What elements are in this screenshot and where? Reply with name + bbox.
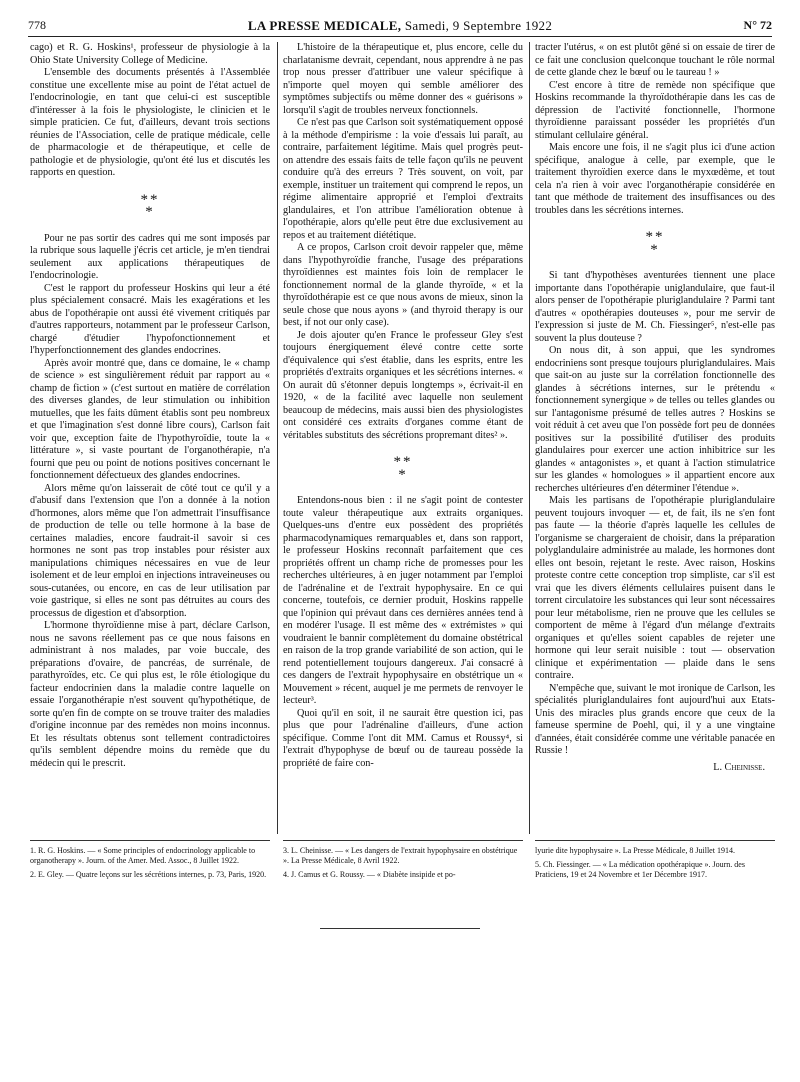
issue-number: N° 72 (743, 18, 772, 32)
footnote: 4. J. Camus et G. Roussy. — « Diabète insipide et po- (283, 870, 456, 879)
text-column-2 (283, 42, 523, 770)
paragraph: L'histoire de la thérapeutique et, plus encore, celle du charlatanisme devrait, cependant, nous apprendre à ne pas trop nous presser d'attribuer une valeur spécifique à n'importe quel moyen qui semble améliorer des symptômes subjectifs ou même donner des « guérisons » lorsqu'il s'agit de troubles nerveux fonctionnels. (283, 42, 523, 116)
footnotes-column-1 (30, 846, 270, 884)
paragraph: A ce propos, Carlson croit devoir rappeler que, même dans l'hypothyroïdie franche, l'usage des préparations thyroïdiennes est maintes fois loin de remplacer le fonctionnement normal de la glande thyroïde, « et la thyroïdothérapie est ce que nous avons de mieux, sinon la seule chose que nous ayons » (and thyroid therapy is our best, if not our only case). (283, 242, 523, 328)
paragraph: Ce n'est pas que Carlson soit systématiquement opposé à la méthode d'empirisme : la voie d'essais lui paraît, au contraire, parfaitement légitime. Mais quel progrès peut-on attendre des essais faits de telle façon qu'ils ne peuvent conduire qu'à des erreurs ? Très souvent, on voit, par exemple, instituer un traitement qui comprend le repos, un régime alimentaire approprié et l'emploi d'extraits glandulaires, et l'on attribue l'amélioration obtenue à l'opothérapie, alors qu'elle peut être due exclusivement au repos et au traitement diététique. (283, 117, 523, 241)
issue-date: Samedi, 9 Septembre 1922 (404, 18, 553, 33)
journal-name: LA PRESSE MEDICALE, (247, 18, 402, 33)
journal-title (28, 18, 772, 34)
paragraph: C'est encore à titre de remède non spécifique que Hoskins recommande la thyroïdothérapie dans les cas de dépression de l'activité fonctionnelle, l'hormone thyroïdienne paraissant posséder les propriétés d'un stimulant cellulaire général. (535, 79, 775, 141)
paragraph: tracter l'utérus, « on est plutôt gêné si on essaie de tirer de ce fait une conclusion quelconque touchant le rôle normal de cette glande chez le bœuf ou le taureau ! » (535, 42, 775, 78)
paragraph: L'hormone thyroïdienne mise à part, déclare Carlson, nous ne savons réellement pas ce que nous faisons en administrant à nos malades, par voie buccale, des préparations d'ovaire, de pancréas, de surrénale, de parathyroïdes, etc. Ce qui plus est, le rôle étiologique du facteur endocrinien dans la maladie contre laquelle on essaie l'organothérapie n'est souvent qu'hypothétique, de sorte qu'en fin de compte on se trouve traiter des maladies d'origine inconnue par des remèdes non moins inconnus. Et les résultats obtenus sont tellement contradictoires qu'ils semblent dépendre moins du remède que du médecin qui le prescrit. (30, 620, 270, 769)
paragraph: C'est le rapport du professeur Hoskins qui leur a été plus spécialement consacré. Mais les exagérations et les abus de l'opothérapie ont aussi été vivement critiqués par d'autres rapporteurs, notamment par le professeur Carlson, chargé d'étudier l'hypofonctionnement et l'hyperfonctionnement des glandes endocrines. (30, 282, 270, 356)
footnote: 3. L. Cheinisse. — « Les dangers de l'extrait hypophysaire en obstétrique ». La Presse Médicale, 8 Avril 1922. (283, 846, 518, 865)
footnote-rule (30, 840, 270, 841)
text-column-1 (30, 42, 270, 770)
section-separator: ** * (140, 191, 160, 220)
paragraph: Mais encore une fois, il ne s'agit plus ici d'une action spécifique, analogue à celle, par exemple, que le traitement thyroïdien exerce dans le myxœdème, et tout cela n'a rien à voir avec l'organothérapie considérée en tant que méthode de traitement des insuffisances ou des troubles dans les sécrétions internes. (535, 142, 775, 216)
footnote: 1. R. G. Hoskins. — « Some principles of endocrinology applicable to organotherapy ». Journ. of the Amer. Med. Assoc., 8 Juillet 1922. (30, 846, 256, 865)
footnote-rule (535, 840, 775, 841)
footnotes-column-3 (535, 846, 775, 884)
section-separator: ** * (645, 229, 665, 258)
page-number: 778 (28, 18, 46, 32)
column-divider (277, 42, 278, 834)
author-signature: L. Cheinisse. (713, 761, 765, 773)
paragraph: N'empêche que, suivant le mot ironique de Carlson, les spécialités pluriglandulaires font aujourd'hui aux Etats-Unis des miracles plus grands encore que ceux de la fameuse spermine de Poehl, qui, il y a une vingtaine d'années, était considérée comme une véritable panacée en Russie ! (535, 682, 775, 756)
paragraph: Entendons-nous bien : il ne s'agit point de contester toute valeur thérapeutique aux extraits organiques. Quelques-uns d'entre eux possèdent des propriétés pharmacodynamiques remarquables et, dans son rapport, le professeur Hoskins reconnaît parfaitement que ces propriétés offrent un champ riche de promesses pour les recherches ultérieures, à en juger notamment par l'emploi de l'adrénaline et de l'extrait hypophysaire. En ce qui concerne, toutefois, ce dernier produit, Hoskins rappelle que l'opinion qui prévaut dans ces dernières années tend à en modérer l'usage. Il est même des « extrémistes » qui voudraient le bannir complètement du domaine obstétrical en raison de la trop grande variabilité de son action, qui le rend potentiellement toujours dangereux. J'ai consacré à ces dangers de l'extrait hypophysaire en obstétrique un « Mouvement » récent, auquel je me permets de renvoyer le lecteur³. (283, 495, 523, 706)
page-header (28, 18, 772, 37)
footnote: lyurie dite hypophysaire ». La Presse Médicale, 8 Juillet 1914. (535, 846, 735, 855)
paragraph: Quoi qu'il en soit, il ne saurait être question ici, pas plus que pour l'adrénaline d'ailleurs, d'une action spécifique. Comme l'ont dit MM. Camus et Roussy⁴, si l'extrait d'hypophyse de bœuf ou de taureau possède la propriété de faire con- (283, 707, 523, 769)
footnotes-column-2 (283, 846, 523, 884)
footnote: 5. Ch. Fiessinger. — « La médication opothérapique ». Journ. des Praticiens, 19 et 24 Novembre et 1er Décembre 1917. (535, 860, 745, 879)
paragraph: Alors même qu'on laisserait de côté tout ce qu'il y a d'abusif dans l'extension que l'on a donnée à la notion d'hormones, alors même que l'on admettrait l'insuffisance de production de telle ou telle hormone à la base de certaines maladies, encore faudrait-il savoir si ces hormones ne sont pas trop instables pour résister aux manipulations chimiques nécessaires en vue de leur isolement et de leur emploi en injections intraveineuses ou sous-cutanées, ou encore, en cas de leur utilisation par voie gastrique, si elles ne sont pas détruites au cours des processus de digestion et d'absorption. (30, 482, 270, 619)
paragraph: Je dois ajouter qu'en France le professeur Gley s'est toujours énergiquement élevé contre cette sorte d'équivalence qui s'est établie, dans les esprits, entre les propriétés d'extraits organiques et les sécrétions internes. « On aurait dû s'étonner depuis longtemps », écrivait-il en 1920, « de la facilité avec laquelle non seulement beaucoup de médecins, mais aussi bien des physiologistes ont considéré ces extraits d'organes comme étant de véritables substituts des sécrétions propremant dites² ». (283, 329, 523, 441)
text-column-3 (535, 42, 775, 774)
section-separator: ** * (393, 454, 413, 483)
paragraph: L'ensemble des documents présentés à l'Assemblée constitue une excellente mise au point de l'état actuel de l'endocrinologie, en tant que celui-ci est susceptible d'intéresser à la fois le physiologiste, le clinicien et le simple praticien. Ce fut, d'ailleurs, devant trois sections réunies de l'Association, celle de pratique médicale, celle de pharmacologie et de thérapeutique, et celle de pathologie et de physiologie, qu'ont été lus et discutés les rapports en question. (30, 67, 270, 178)
paragraph: cago) et R. G. Hoskins¹, professeur de physiologie à la Ohio State University College of Medicine. (30, 42, 270, 66)
footnote-rule (283, 840, 523, 841)
paragraph: Si tant d'hypothèses aventurées tiennent une place importante dans l'opothérapie uniglandulaire, que faut-il alors penser de l'opothérapie pluriglandulaire ? Parmi tant d'autres « opothérapies douteuses », pour me servir de l'expression si juste de M. Ch. Fiessinger⁵, n'est-elle pas souvent la plus douteuse ? (535, 270, 775, 344)
footnote: 2. E. Gley. — Quatre leçons sur les sécrétions internes, p. 73, Paris, 1920. (30, 870, 267, 879)
paragraph: Après avoir montré que, dans ce domaine, le « champ de science » est singulièrement réduit par rapport au « champ de fiction » (c'est surtout en matière de corrélation des diverses glandes, de leur stimulation ou inhibition mutuelles, que les faits dûment établis sont peu nombreux et que l'imagination s'est donné libre cours), Carlson fait voir que, exception faite de l'hypothyroïdie, toute la « littérature », si vaste pourtant de l'organothérapie, n'a fourni que peu ou point de notions positives concernant le fonctionnement défectueux des glandes endocrines. (30, 357, 270, 481)
paragraph: Pour ne pas sortir des cadres qui me sont imposés par la rubrique sous laquelle j'écris cet article, je m'en tiendrai seulement aux applications thérapeutiques de l'endocrinologie. (30, 232, 270, 281)
bottom-rule (320, 928, 480, 929)
paragraph: On nous dit, à son appui, que les syndromes endocriniens sont presque toujours pluriglandulaires. Mais que sait-on au juste sur la corrélation fonctionnelle des glandes à sécrétions internes, sur le prétendu « fonctionnement synergique » de telles ou telles glandes ou sur l'antagonisme présumé de telles autres ? Hoskins se voit réduit à cet aveu que l'on possède fort peu de données positives sur la possibilité d'utiliser des produits glandulaires pour exercer une action inhibitrice sur les glandes « antagonistes », et quant à l'action stimulatrice sur les glandes « homologues » il appartient encore aux recherches ultérieures d'en déterminer l'étendue ». (535, 345, 775, 494)
column-divider (529, 42, 530, 834)
paragraph: Mais les partisans de l'opothérapie pluriglandulaire peuvent toujours invoquer — et, de fait, ils ne s'en font pas faute — la théorie d'après laquelle les cellules de l'organisme se chargeraient de choisir, dans la préparation polyglandulaire administrée au malade, les hormones dont elles ont besoin, rejetant le reste. Avec raison, Hoskins proteste contre cette conception trop simpliste, car s'il est vrai que les divers éléments cellulaires puisent dans le torrent circulatoire les substances qui leur sont nécessaires pour leur métabolisme, rien ne prouve que les cellules se comportent de même à l'égard d'un mélange d'extraits organiques et qu'elles soient capables de rejeter une hormone qui leur serait nuisible : tout — observation clinique et expérimentation — plaide dans le sens contraire. (535, 495, 775, 681)
